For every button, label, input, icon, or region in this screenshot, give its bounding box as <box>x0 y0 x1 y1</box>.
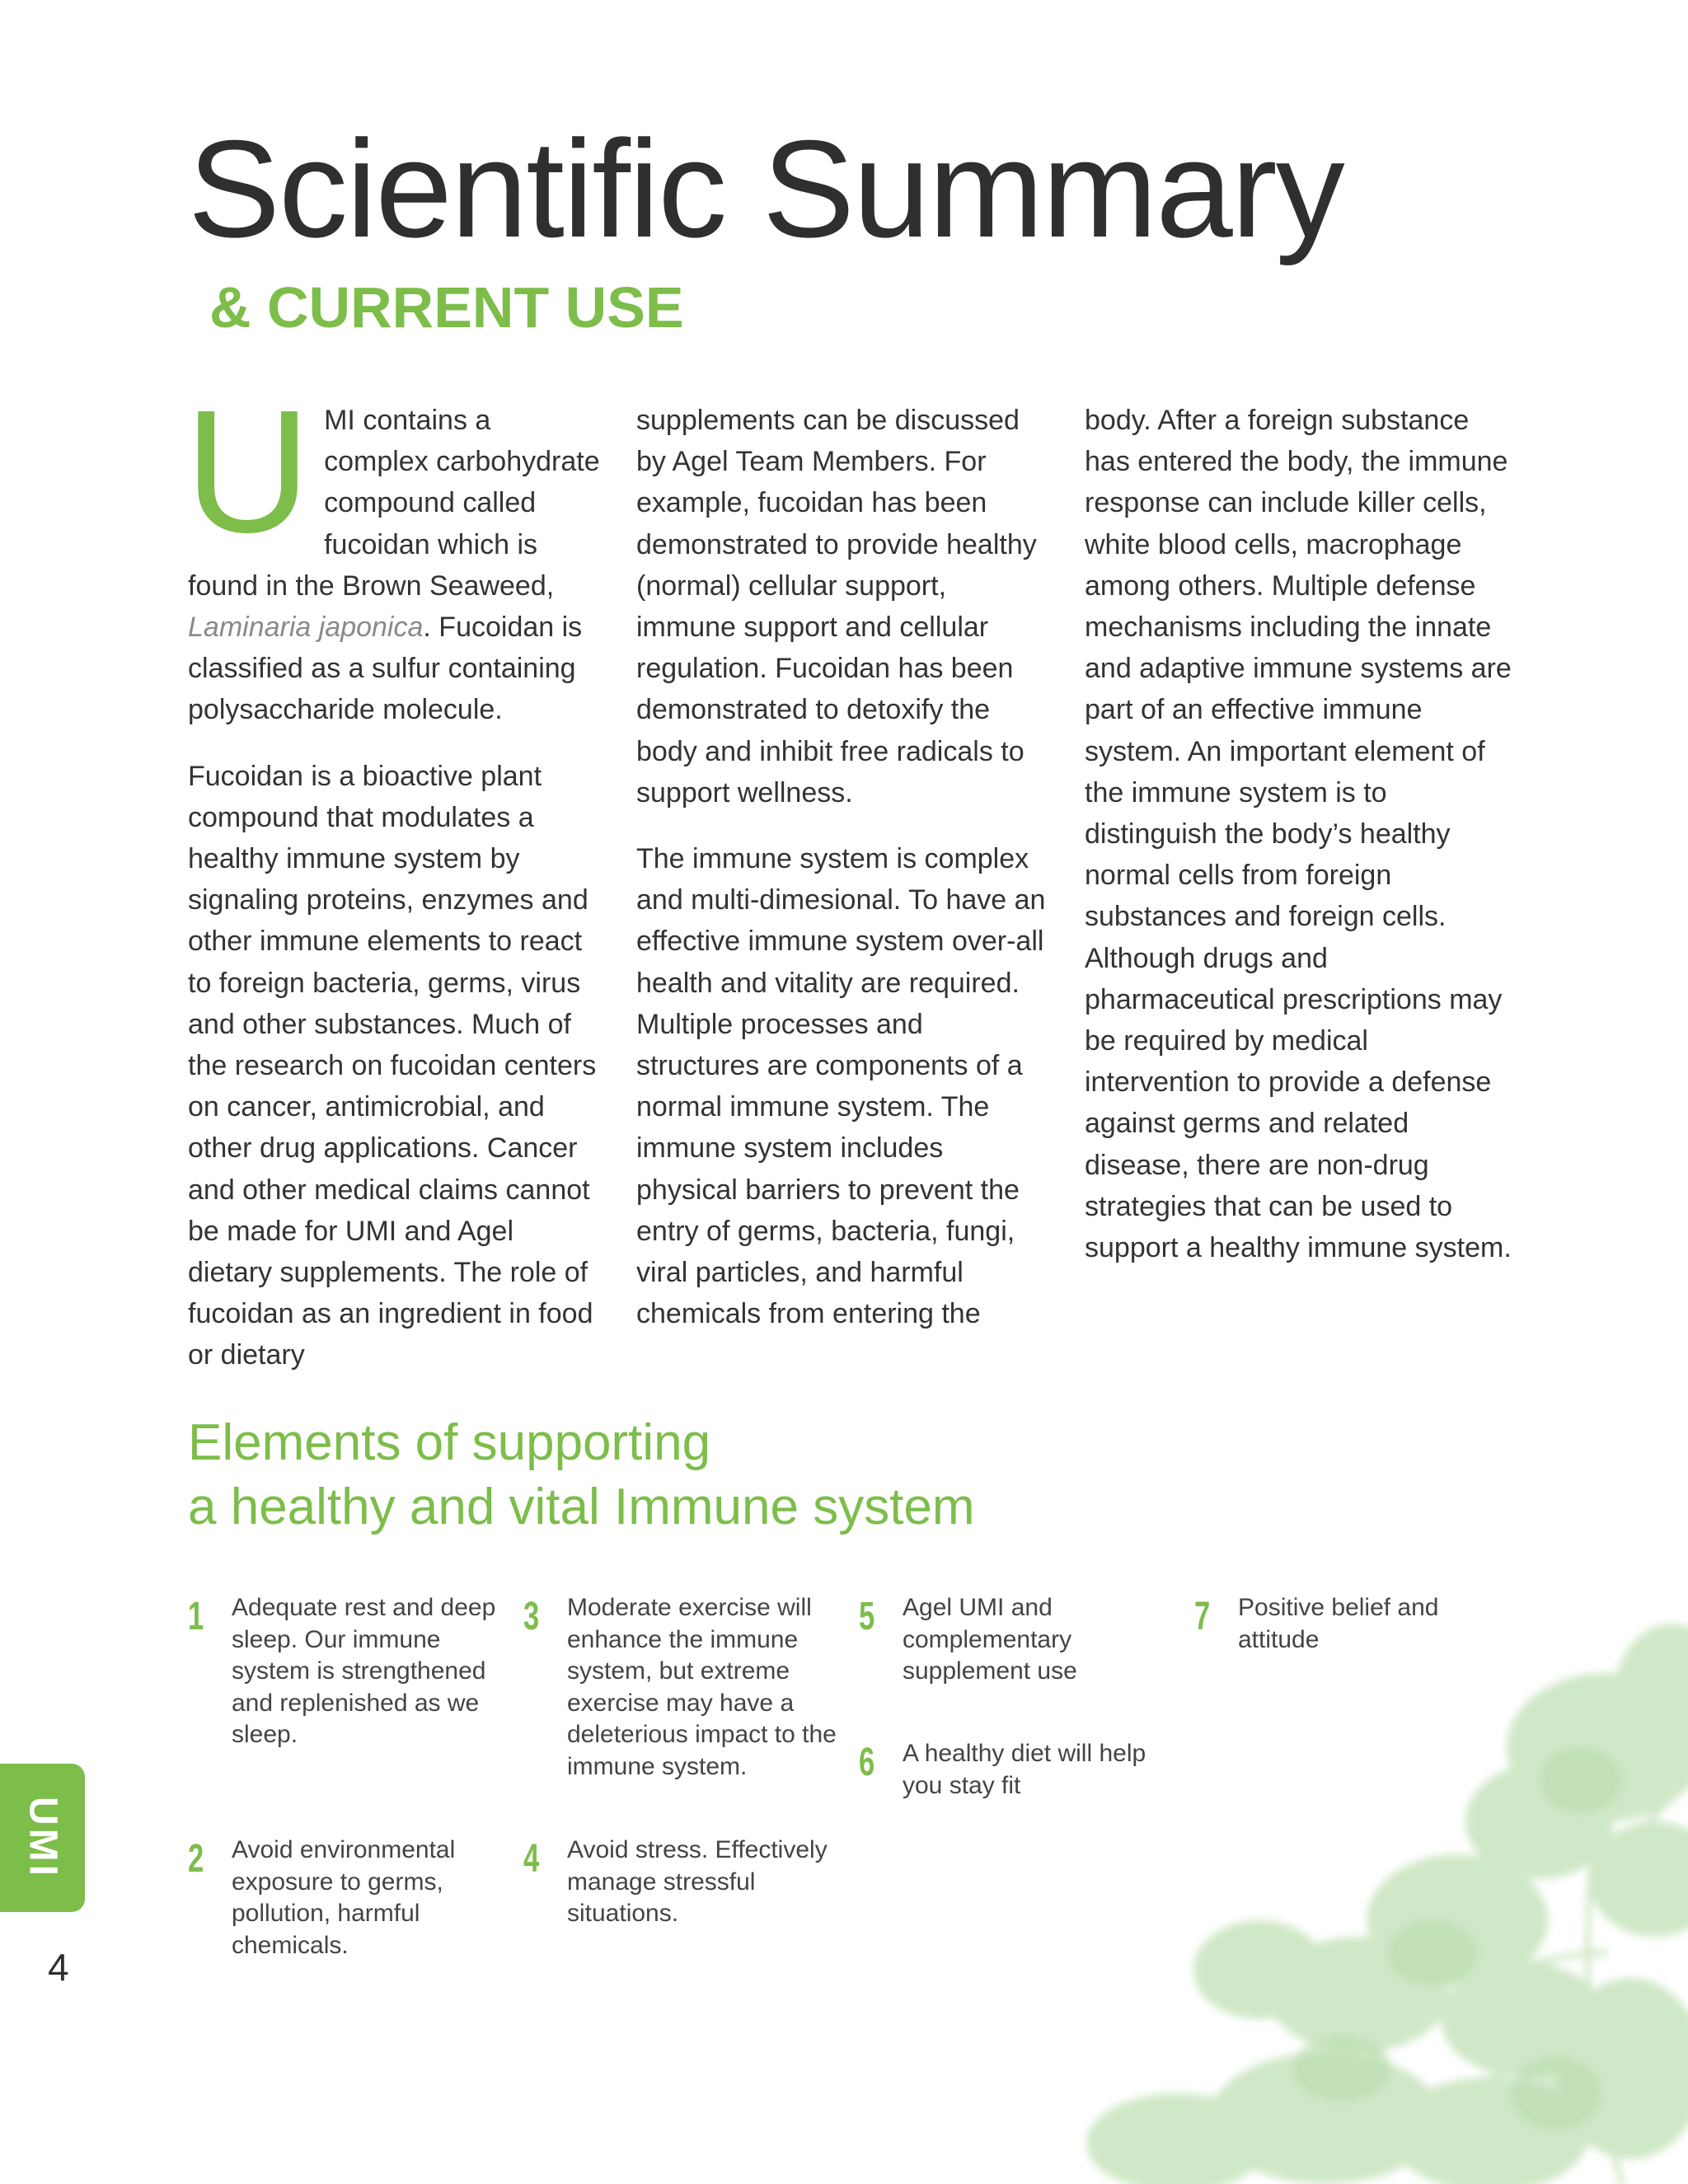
item-number: 4 <box>523 1837 540 1881</box>
side-tab <box>0 1764 85 1912</box>
text-column-3 <box>1085 400 1513 1293</box>
item-text: Avoid stress. Effectively manage stressful situations. <box>567 1836 828 1928</box>
text-column-1 <box>185 373 600 1401</box>
item-number: 6 <box>859 1741 875 1784</box>
item-text: Positive belief and attitude <box>1238 1594 1439 1653</box>
seaweed-background-image <box>864 1607 1688 2184</box>
elements-heading <box>188 1411 975 1540</box>
immune-system-paragraph: The immune system is complex and multi-dimesional. To have an effective immune system over-all health and vitality are required. Multiple processes and structures are components of a normal immune system. The immune system includes physical barriers to prevent the entry of germs, bacteria, fungi, viral particles, and harmful chemicals from entering the <box>636 843 1046 1330</box>
intro-text-end: . Fucoidan is classified as a sulfur containing polysaccharide molecule. <box>188 612 583 726</box>
side-tab-label: UMI <box>21 1797 64 1879</box>
elements-heading-line-1: Elements of supporting <box>188 1414 711 1471</box>
item-text: Adequate rest and deep sleep. Our immune system is strengthened and replenished as we sleep. <box>232 1594 496 1749</box>
item-text: A healthy diet will help you stay fit <box>903 1740 1146 1799</box>
supplements-paragraph: supplements can be discussed by Agel Team Members. For example, fucoidan has been demonstrated to provide healthy (normal) cellular support, immune support and cellular regulation. Fucoidan has been demonstrated to detoxify the body and inhibit free radicals to support wellness. <box>636 405 1037 808</box>
item-number: 1 <box>188 1595 204 1638</box>
intro-text-start: MI contains a complex carbohydrate compound called fucoidan which is found in the Brown Seaweed, <box>188 405 600 602</box>
immune-response-paragraph: body. After a foreign substance has entered the body, the immune response can include killer cells, white blood cells, macrophage among others. Multiple defense mechanisms including the innate and adaptive immune systems are part of an effective immune system. An important element of the immune system is to distinguish the body’s healthy normal cells from foreign substances and foreign cells. Although drugs and pharmaceutical prescriptions may be required by medical intervention to provide a defense against germs and related disease, there are non-drug strategies that can be used to support a healthy immune system. <box>1085 405 1512 1264</box>
page-subtitle: & CURRENT USE <box>209 275 684 340</box>
elements-heading-line-2: a healthy and vital Immune system <box>188 1479 975 1535</box>
item-number: 3 <box>523 1595 540 1638</box>
item-text: Agel UMI and complementary supplement use <box>903 1594 1077 1685</box>
drop-cap: U <box>185 373 312 569</box>
text-column-2 <box>636 400 1048 1359</box>
page-number: 4 <box>48 1946 69 1989</box>
item-number: 5 <box>859 1595 875 1638</box>
item-number: 2 <box>188 1837 204 1881</box>
item-text: Avoid environmental exposure to germs, pollution, harmful chemicals. <box>232 1836 456 1959</box>
item-number: 7 <box>1194 1595 1211 1638</box>
page-title: Scientific Summary <box>188 111 1343 266</box>
item-text: Moderate exercise will enhance the immune system, but extreme exercise may have a deleterious impact to the immune system. <box>567 1594 837 1780</box>
intro-paragraph <box>185 373 600 731</box>
species-name: Laminaria japonica <box>188 612 424 644</box>
fucoidan-paragraph: Fucoidan is a bioactive plant compound that modulates a healthy immune system by signaling proteins, enzymes and other immune elements to react to foreign bacteria, germs, virus and other substances. Much of the research on fucoidan centers on cancer, antimicrobial, and other drug applications. Cancer and other medical claims cannot be made for UMI and Agel dietary supplements. The role of fucoidan as an ingredient in food or dietary <box>188 760 597 1371</box>
